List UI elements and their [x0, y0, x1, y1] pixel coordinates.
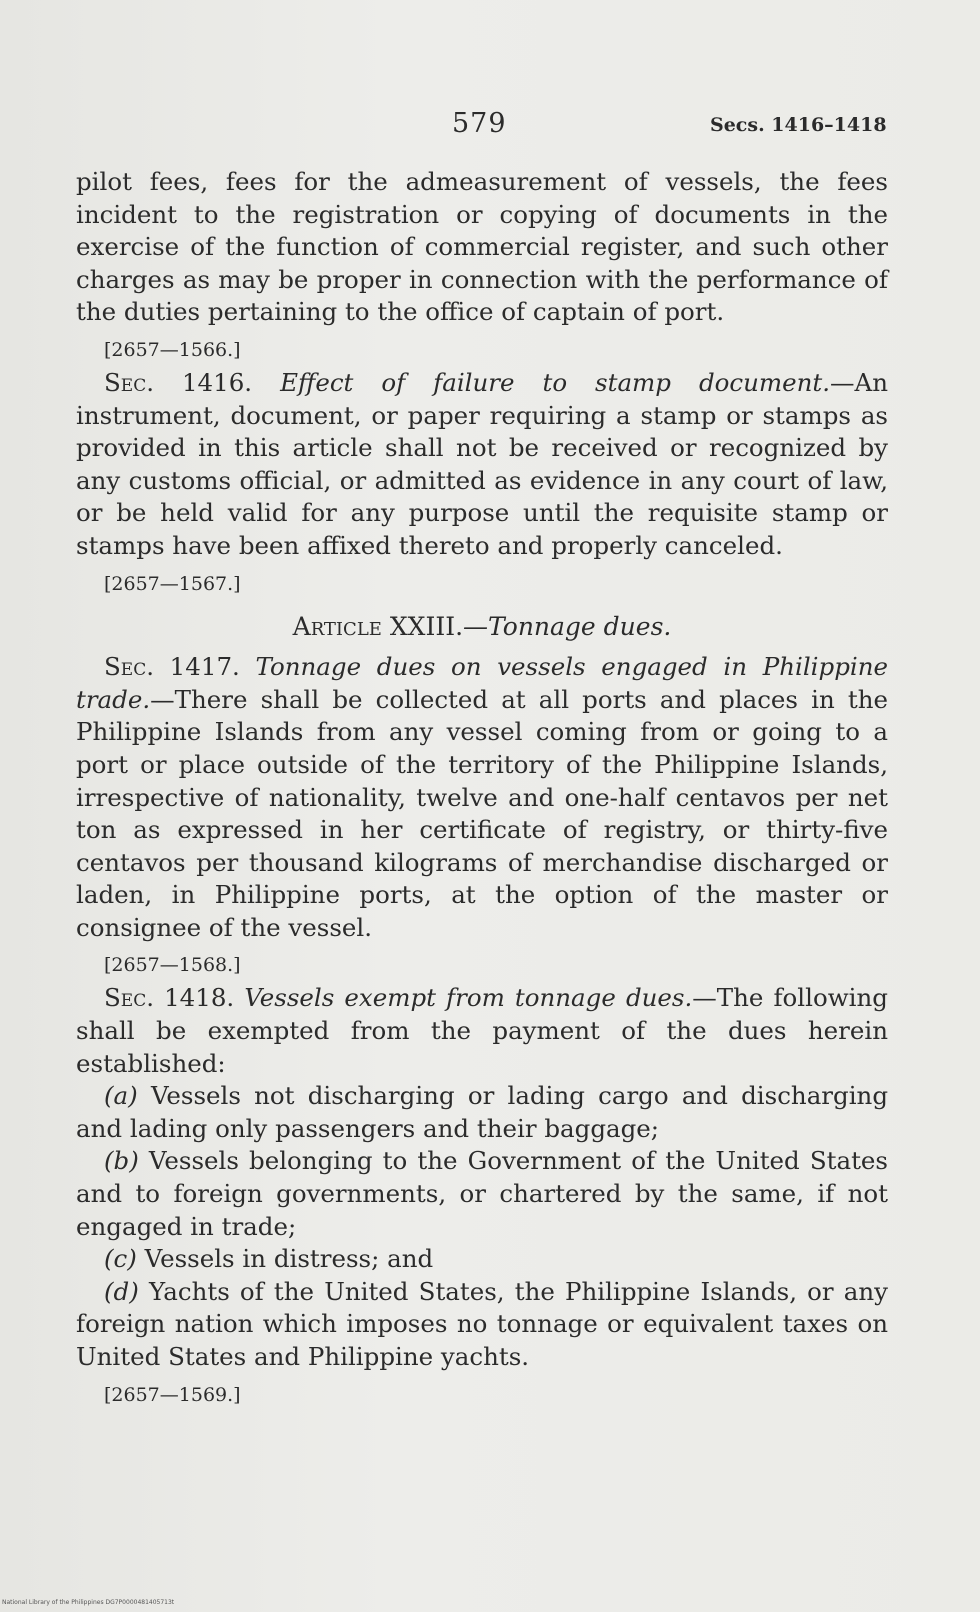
item-label: (d) [104, 1276, 139, 1306]
item-text: Vessels belonging to the Government of the United States and to foreign governments, or chartered by the same, if not engaged in trade; [76, 1146, 888, 1241]
page-header [0, 108, 980, 148]
section-title: Tonnage dues on vessels engaged in Philippine trade. [76, 652, 888, 714]
article-heading [76, 611, 888, 644]
paragraph-continuation: pilot fees, fees for the admeasurement of vessels, the fees incident to the registration or copying of documents in the exercise of the function of commercial register, and such other charges as may be proper in connection with the performance of the duties pertaining to the office of captain of port. [76, 167, 888, 327]
article-label: Article XXIII. [292, 611, 464, 641]
item-text: Yachts of the United States, the Philippine Islands, or any foreign nation which imposes no tonnage or equivalent taxes on United States and Philippine yachts. [76, 1276, 888, 1371]
article-title: —Tonnage dues. [463, 611, 672, 641]
list-item-c [76, 1243, 888, 1276]
item-text: Vessels in distress; and [136, 1244, 434, 1274]
section-1416 [76, 367, 888, 563]
section-text: —The following shall be exempted from the payment of the dues herein established: [76, 983, 888, 1078]
citation: [2657—1569.] [104, 1383, 241, 1406]
item-text: Vessels not discharging or lading cargo and discharging and lading only passengers and their baggage; [76, 1081, 888, 1143]
section-text: —There shall be collected at all ports and places in the Philippine Islands from any vessel coming from or going to a port or place outside of the territory of the Philippine Islands, irrespective of nationality, twelve and one-half centavos per net ton as expressed in her certificate of registry, or thirty-five centavos per thousand kilograms of merchandise discharged or laden, in Philippine ports, at the option of the master or consignee of the vessel. [76, 684, 888, 942]
list-item-d [76, 1276, 888, 1374]
citation: [2657—1567.] [104, 572, 241, 595]
section-title: Effect of failure to stamp document. [280, 367, 831, 397]
section-1418 [76, 982, 888, 1080]
page-number: 579 [452, 108, 507, 139]
section-range: Secs. 1416–1418 [710, 114, 887, 136]
citation: [2657—1568.] [104, 954, 241, 977]
item-label: (a) [104, 1081, 138, 1111]
page-body [76, 166, 888, 1412]
section-title: Vessels exempt from tonnage dues. [244, 983, 693, 1013]
section-label: Sec. 1417. [104, 652, 240, 682]
item-label: (b) [104, 1146, 139, 1176]
list-item-b [76, 1145, 888, 1243]
list-item-a [76, 1080, 888, 1145]
section-text: —An instrument, document, or paper requiring a stamp or stamps as provided in this article shall not be received or recognized by any customs official, or admitted as evidence in any court of law, or be held valid for any purpose until the requisite stamp or stamps have been affixed thereto and properly canceled. [76, 367, 889, 560]
item-label: (c) [104, 1244, 137, 1274]
section-1417 [76, 651, 888, 944]
section-label: Sec. 1416. [104, 367, 253, 397]
citation: [2657—1566.] [104, 338, 241, 361]
library-footer: National Library of the Philippines DG7P0000481405713t [2, 1599, 175, 1606]
section-label: Sec. 1418. [104, 983, 235, 1013]
